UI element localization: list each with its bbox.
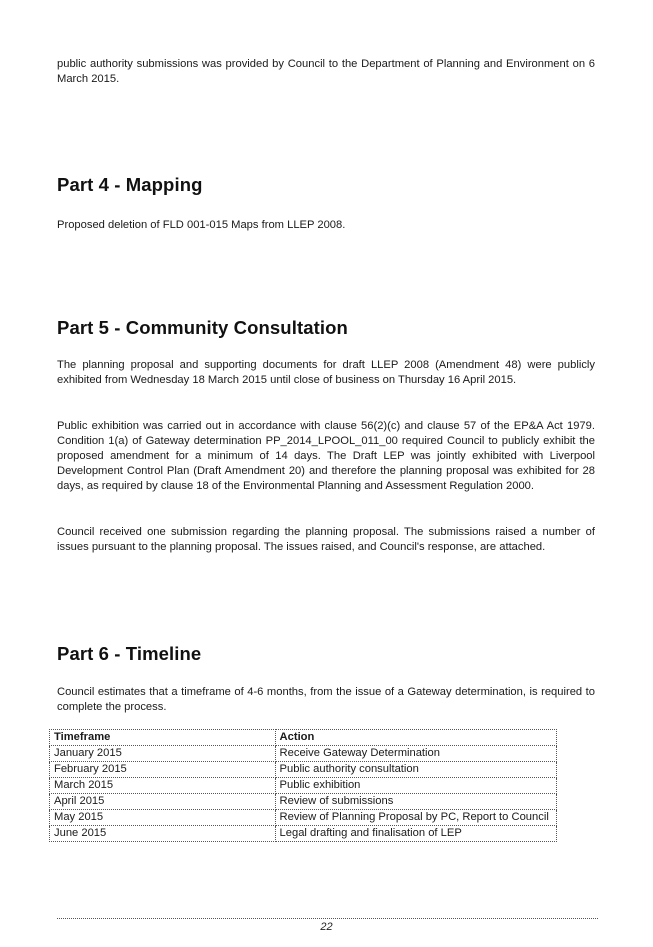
part6-paragraph: Council estimates that a timeframe of 4-6 months, from the issue of a Gateway determination, is required to complete the process. <box>57 686 595 713</box>
table-cell-timeframe: January 2015 <box>50 746 276 762</box>
table-cell-action: Public exhibition <box>275 778 556 794</box>
part4-paragraph: Proposed deletion of FLD 001-015 Maps from LLEP 2008. <box>57 219 346 231</box>
table-row <box>50 778 557 794</box>
table-cell-timeframe: April 2015 <box>50 794 276 810</box>
footer-divider <box>57 918 598 919</box>
part5-paragraph-3: Council received one submission regarding the planning proposal. The submissions raised a number of issues pursuant to the planning proposal. The issues raised, and Council's response, are attached. <box>57 526 595 553</box>
part5-paragraph-2: Public exhibition was carried out in accordance with clause 56(2)(c) and clause 57 of the EP&A Act 1979. Condition 1(a) of Gateway determination PP_2014_LPOOL_011_00 required Council to publicly exhibit the proposed amendment for a minimum of 14 days. The Draft LEP was jointly exhibited with Liverpool Development Control Plan (Draft Amendment 20) and therefore the planning proposal was exhibited for 28 days, as required by clause 18 of the Environmental Planning and Assessment Regulation 2000. <box>57 420 595 492</box>
part4-heading: Part 4 - Mapping <box>57 174 203 195</box>
table-row <box>50 826 557 842</box>
part5-paragraph-1: The planning proposal and supporting documents for draft LLEP 2008 (Amendment 48) were publicly exhibited from Wednesday 18 March 2015 until close of business on Thursday 16 April 2015. <box>57 359 595 386</box>
table-row <box>50 746 557 762</box>
table-header-action: Action <box>275 730 556 746</box>
table-cell-action: Legal drafting and finalisation of LEP <box>275 826 556 842</box>
table-cell-timeframe: March 2015 <box>50 778 276 794</box>
page-number: 22 <box>320 921 333 933</box>
table-cell-action: Review of submissions <box>275 794 556 810</box>
table-row <box>50 762 557 778</box>
table-cell-action: Receive Gateway Determination <box>275 746 556 762</box>
table-header-row <box>50 730 557 746</box>
table-row <box>50 810 557 826</box>
table-cell-timeframe: June 2015 <box>50 826 276 842</box>
table-header-timeframe: Timeframe <box>50 730 276 746</box>
intro-paragraph: public authority submissions was provided by Council to the Department of Planning and Environment on 6 March 2015. <box>57 58 595 85</box>
table-row <box>50 794 557 810</box>
part6-heading: Part 6 - Timeline <box>57 643 202 664</box>
table-cell-timeframe: May 2015 <box>50 810 276 826</box>
table-cell-action: Public authority consultation <box>275 762 556 778</box>
table-cell-action: Review of Planning Proposal by PC, Report to Council <box>275 810 556 826</box>
timeline-table <box>49 729 557 842</box>
part5-heading: Part 5 - Community Consultation <box>57 317 348 338</box>
table-cell-timeframe: February 2015 <box>50 762 276 778</box>
